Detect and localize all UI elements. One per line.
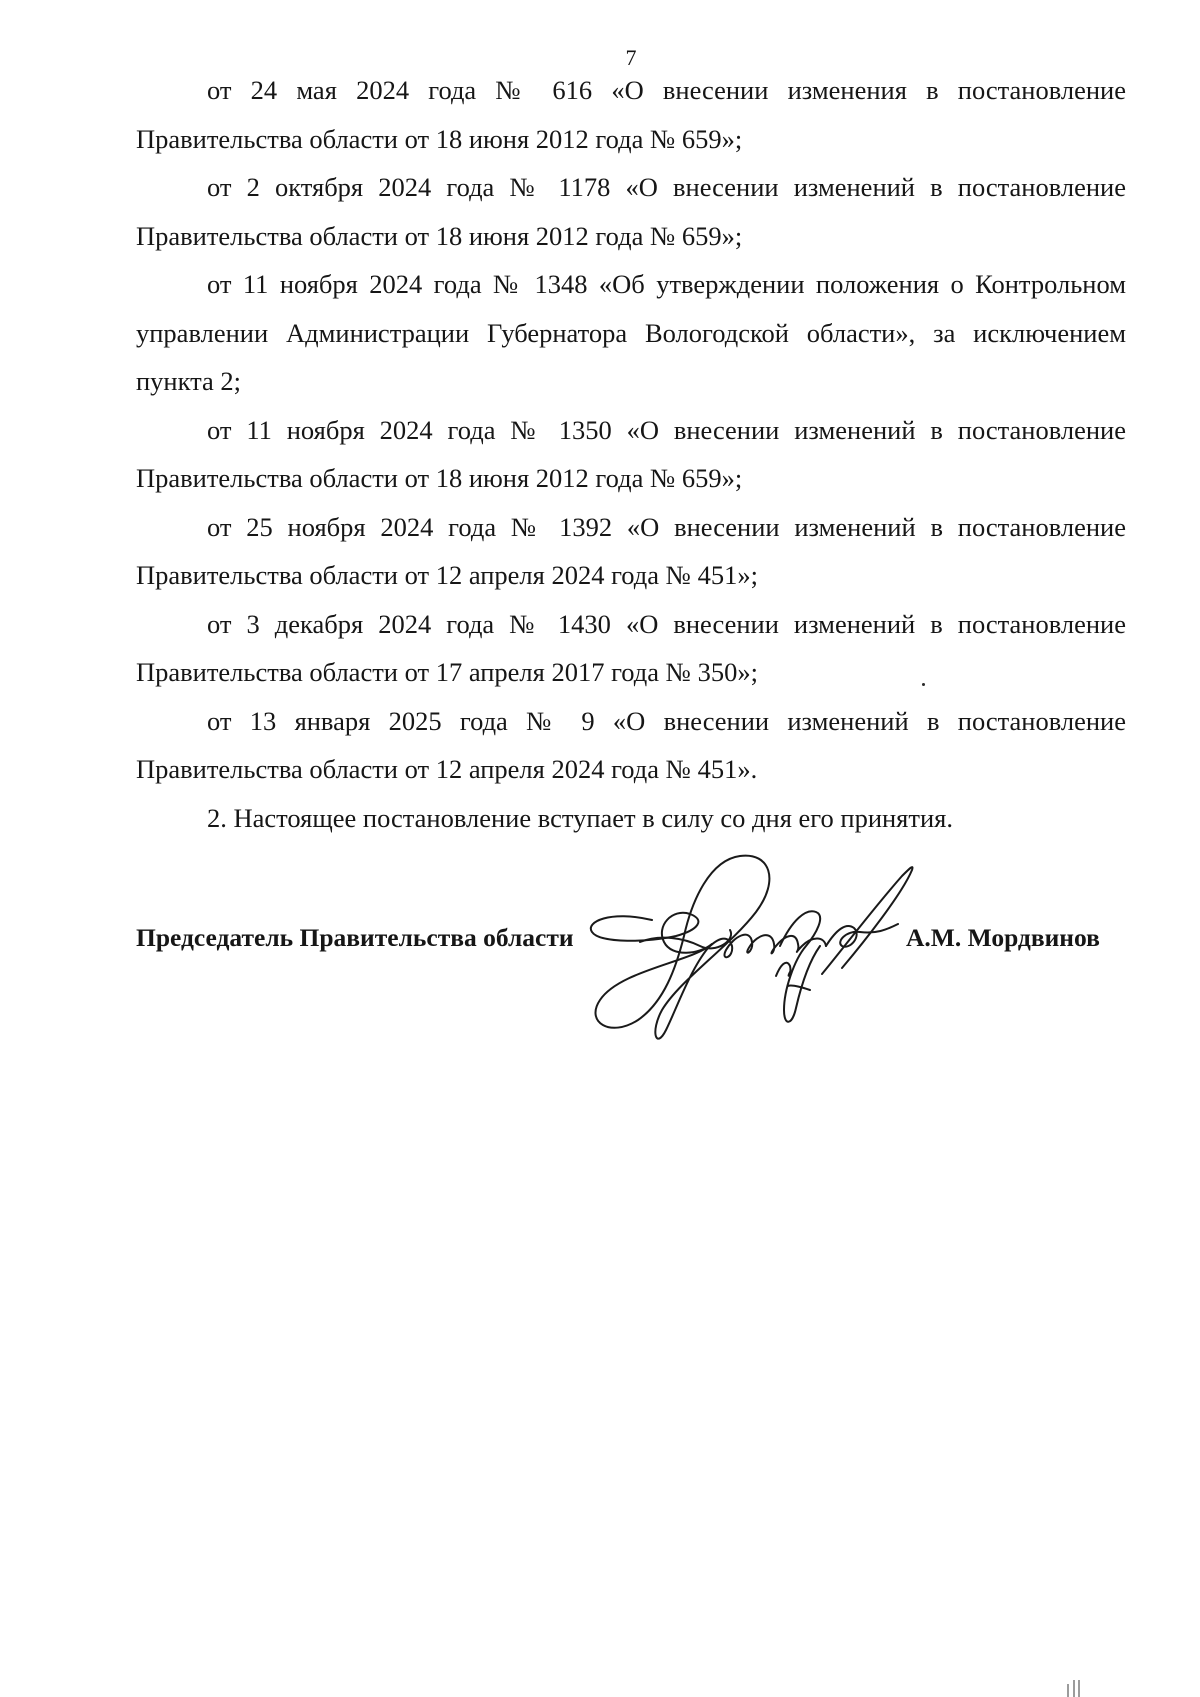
list-item-decree-1178: от 2 октября 2024 года № 1178 «О внесении изменений в постановление Правительства области от 18 июня 2012 года № 659»; [136,172,1126,251]
scan-speck [922,683,925,686]
list-item-decree-1392: от 25 ноября 2024 года № 1392 «О внесении изменений в постановление Правительства области от 12 апреля 2024 года № 451»; [136,511,1126,590]
list-item-decree-9: от 13 января 2025 года № 9 «О внесении изменений в постановление Правительства области от 12 апреля 2024 года № 451». [136,705,1126,784]
scan-edge-mark [1062,1678,1092,1697]
final-clause: 2. Настоящее постановление вступает в силу со дня его принятия. [207,802,953,833]
signatory-title: Председатель Правительства области [136,923,574,952]
signatory-name: А.М. Мордвинов [906,923,1100,952]
list-item-decree-1350: от 11 ноября 2024 года № 1350 «О внесении изменений в постановление Правительства области от 18 июня 2012 года № 659»; [136,414,1126,493]
handwritten-signature [580,850,940,1060]
list-item-decree-1430: от 3 декабря 2024 года № 1430 «О внесении изменений в постановление Правительства области от 17 апреля 2017 года № 350»; [136,608,1126,687]
list-item-decree-1348: от 11 ноября 2024 года № 1348 «Об утверждении положения о Контрольном управлении Администрации Губернатора Вологодской области», за исключением пункта 2; [136,269,1126,396]
page-number: 7 [625,45,637,70]
list-item-decree-616: от 24 мая 2024 года № 616 «О внесении изменения в постановление Правительства области от 18 июня 2012 года № 659»; [136,75,1126,154]
document-body [136,66,1126,842]
